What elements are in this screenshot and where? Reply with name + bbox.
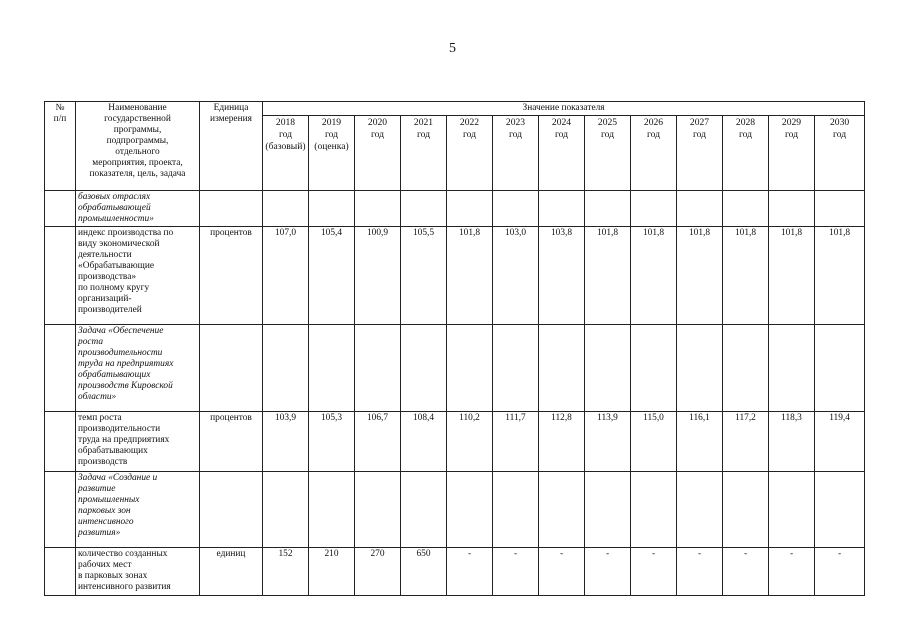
text-line: год [784,129,799,140]
text-line: «Обрабатывающие [78,261,155,271]
header-year-2018 [263,116,309,191]
row-unit-cell: процентов [200,227,263,325]
text-line: обрабатывающих [78,370,151,380]
header-year-2025 [585,116,631,191]
text-line: по полному кругу [78,283,150,293]
text-line: 2021 [413,117,434,128]
text-line: 2023 [505,117,526,128]
text-line: отдельного [115,147,160,157]
table-row [45,548,865,596]
value-cell [401,191,447,227]
value-cell: 101,8 [677,227,723,325]
value-cell [309,325,355,412]
row-unit-cell: процентов [200,412,263,472]
text-line: количество созданных [78,549,168,559]
header-values-group: Значение показателя [263,102,865,116]
value-cell [263,325,309,412]
text-line: год [508,129,523,140]
value-cell: 101,8 [585,227,631,325]
text-line: производителей [78,305,142,315]
value-cell: 119,4 [815,412,865,472]
value-cell: 105,5 [401,227,447,325]
value-cell [401,325,447,412]
value-cell: - [493,548,539,596]
value-cell: 108,4 [401,412,447,472]
value-cell [539,472,585,548]
text-line: Наименование [108,103,167,113]
row-name-cell [76,325,200,412]
text-line: год [738,129,753,140]
header-year-2019 [309,116,355,191]
value-cell: 113,9 [585,412,631,472]
text-line: показателя, цель, задача [89,169,186,179]
header-year-2029 [769,116,815,191]
value-cell: 270 [355,548,401,596]
text-line: год [370,129,385,140]
text-line: в парковых зонах [78,571,148,581]
value-cell [401,472,447,548]
value-cell: 105,3 [309,412,355,472]
value-cell [309,472,355,548]
value-cell: 103,0 [493,227,539,325]
value-cell: 117,2 [723,412,769,472]
text-line: индекс производства по [78,228,174,238]
value-cell [723,325,769,412]
row-unit-cell: единиц [200,548,263,596]
value-cell [355,191,401,227]
value-cell [723,191,769,227]
value-cell: 101,8 [815,227,865,325]
table-row [45,191,865,227]
value-cell [493,191,539,227]
text-line: производительности [78,348,163,358]
row-name-cell [76,191,200,227]
value-cell: - [723,548,769,596]
value-cell [493,325,539,412]
text-line: труда на предприятиях [78,435,170,445]
value-cell: - [447,548,493,596]
value-cell: 101,8 [723,227,769,325]
text-line: год [692,129,707,140]
value-cell [585,472,631,548]
text-line: подпрограммы, [106,136,169,146]
value-cell: 112,8 [539,412,585,472]
row-num-cell [45,412,76,472]
value-cell [677,325,723,412]
header-num [45,102,76,191]
text-line: развития» [78,528,121,538]
text-line: рабочих мест [78,560,132,570]
text-line: программы, [113,125,162,135]
value-cell [769,191,815,227]
text-line: 2018 [275,117,296,128]
value-cell: - [815,548,865,596]
value-cell [447,472,493,548]
value-cell: 110,2 [447,412,493,472]
text-line: п/п [53,114,67,124]
value-cell [447,325,493,412]
text-line: год [462,129,477,140]
row-unit-cell [200,472,263,548]
text-line: Задача «Создание и [78,473,158,483]
value-cell: 100,9 [355,227,401,325]
value-cell [677,191,723,227]
text-line: 2026 [643,117,664,128]
row-name-cell [76,548,200,596]
text-line: интенсивного развития [78,582,171,592]
indicator-table [44,101,865,596]
text-line: год [600,129,615,140]
value-cell: 101,8 [631,227,677,325]
header-year-2026 [631,116,677,191]
text-line: год [554,129,569,140]
text-line: парковых зон [78,506,131,516]
value-cell [355,325,401,412]
text-line: государственной [104,114,171,124]
header-name [76,102,200,191]
value-cell [723,472,769,548]
header-year-2027 [677,116,723,191]
page-number: 5 [449,41,456,56]
row-num-cell [45,191,76,227]
value-cell [769,472,815,548]
text-line: организаций- [78,294,132,304]
text-line: 2022 [459,117,480,128]
text-line: № [55,103,65,113]
table-row [45,472,865,548]
value-cell [493,472,539,548]
text-line: промышленных [78,495,140,505]
text-line: (базовый) [265,141,306,152]
text-line: темп роста [78,413,122,423]
value-cell [309,191,355,227]
text-line: 2029 [781,117,802,128]
value-cell [815,325,865,412]
value-cell: - [585,548,631,596]
table-row [45,412,865,472]
value-cell: 105,4 [309,227,355,325]
header-year-2020 [355,116,401,191]
text-line: производств [78,457,128,467]
value-cell: 210 [309,548,355,596]
value-cell: - [631,548,677,596]
header-year-2023 [493,116,539,191]
text-line: обрабатывающих [78,446,148,456]
value-cell [585,325,631,412]
row-num-cell [45,325,76,412]
value-cell: - [677,548,723,596]
value-cell [631,325,677,412]
header-year-2028 [723,116,769,191]
row-name-cell [76,472,200,548]
value-cell: 101,8 [447,227,493,325]
text-line: Единица [213,103,249,113]
value-cell [263,472,309,548]
value-cell [815,472,865,548]
row-name-cell [76,412,200,472]
text-line: год [324,129,339,140]
header-unit [200,102,263,191]
text-line: год [416,129,431,140]
row-num-cell [45,548,76,596]
value-cell: 152 [263,548,309,596]
text-line: производств Кировской [78,381,173,391]
value-cell [585,191,631,227]
header-year-2022 [447,116,493,191]
row-num-cell [45,227,76,325]
text-line: 2020 [367,117,388,128]
text-line: (оценка) [314,141,349,152]
value-cell: - [769,548,815,596]
value-cell: 103,8 [539,227,585,325]
value-cell [631,191,677,227]
value-cell [769,325,815,412]
text-line: 2030 [829,117,850,128]
text-line: 2024 [551,117,572,128]
value-cell [263,191,309,227]
table-row [45,227,865,325]
value-cell [677,472,723,548]
value-cell: 101,8 [769,227,815,325]
row-unit-cell [200,325,263,412]
row-unit-cell [200,191,263,227]
value-cell [539,325,585,412]
text-line: 2025 [597,117,618,128]
text-line: интенсивного [78,517,134,527]
text-line: развитие [78,484,116,494]
text-line: мероприятия, проекта, [92,158,183,168]
text-line: год [833,129,847,140]
value-cell [447,191,493,227]
value-cell [815,191,865,227]
text-line: 2028 [735,117,756,128]
text-line: Задача «Обеспечение [78,326,164,336]
text-line: виду экономической [78,239,160,249]
text-line: обрабатывающей [78,203,151,213]
text-line: измерения [210,114,252,124]
text-line: производства» [78,272,137,282]
value-cell: 106,7 [355,412,401,472]
value-cell: 103,9 [263,412,309,472]
value-cell: 118,3 [769,412,815,472]
text-line: год [646,129,661,140]
header-year-2024 [539,116,585,191]
value-cell: 650 [401,548,447,596]
text-line: роста [78,337,104,347]
text-line: производительности [78,424,161,434]
text-line: 2019 [321,117,342,128]
value-cell: - [539,548,585,596]
text-line: 2027 [689,117,710,128]
text-line: базовых отраслях [78,192,151,202]
header-year-2021 [401,116,447,191]
text-line: промышленности» [78,214,154,224]
table-row [45,325,865,412]
text-line: области» [78,392,117,402]
row-num-cell [45,472,76,548]
header-year-2030 [815,116,865,191]
value-cell [539,191,585,227]
text-line: деятельности [78,250,132,260]
value-cell: 111,7 [493,412,539,472]
value-cell: 115,0 [631,412,677,472]
row-name-cell [76,227,200,325]
value-cell [355,472,401,548]
text-line: труда на предприятиях [78,359,174,369]
value-cell: 107,0 [263,227,309,325]
text-line: год [278,129,293,140]
value-cell: 116,1 [677,412,723,472]
value-cell [631,472,677,548]
